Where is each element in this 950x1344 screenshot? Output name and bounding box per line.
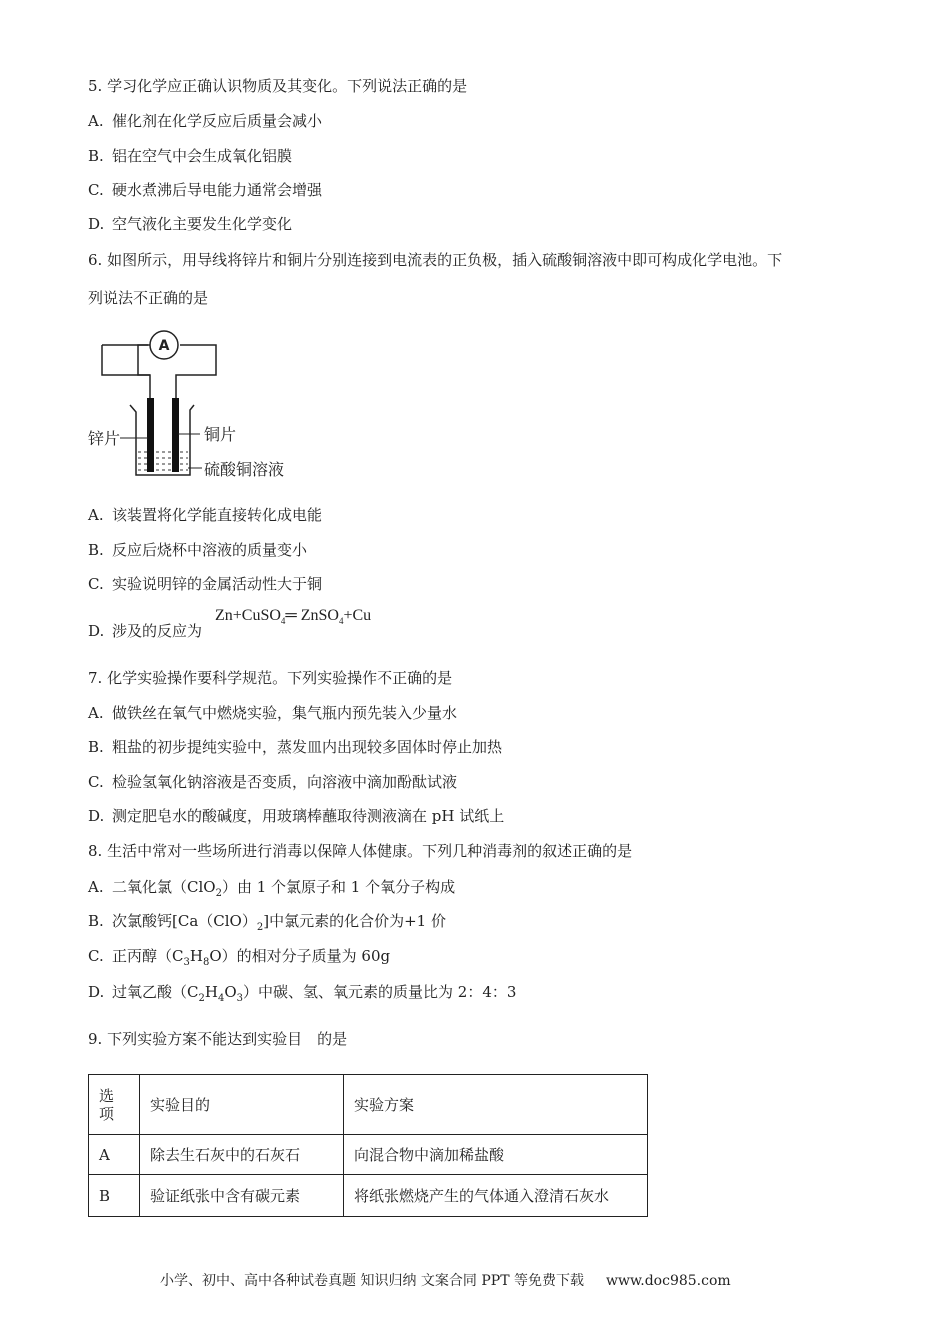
formula-part: ═ ZnSO — [285, 607, 339, 624]
subscript: 2 — [215, 888, 222, 899]
option-label: C. — [88, 181, 104, 199]
q7-option-a — [88, 703, 457, 723]
option-text: ]中氯元素的化合价为+1 价 — [263, 912, 446, 930]
formula-subscript: 4 — [338, 616, 344, 627]
option-label: A. — [88, 878, 104, 896]
option-text: O）的相对分子质量为 60g — [209, 947, 391, 965]
option-text: 粗盐的初步提纯实验中，蒸发皿内出现较多固体时停止加热 — [112, 738, 503, 756]
option-text: 硬水煮沸后导电能力通常会增强 — [112, 181, 323, 199]
battery-figure — [88, 330, 308, 490]
subscript: 2 — [198, 993, 205, 1004]
page-footer — [160, 1270, 731, 1290]
option-label: B. — [88, 912, 104, 930]
subscript: 8 — [202, 957, 210, 968]
option-label: A. — [88, 112, 104, 130]
option-text: O — [224, 983, 237, 1001]
subscript: 4 — [217, 993, 225, 1004]
copper-electrode — [172, 398, 179, 472]
option-text: 过氧乙酸（C — [112, 983, 199, 1001]
q6-stem-line2: 列说法不正确的是 — [88, 289, 209, 307]
option-text: H — [204, 983, 218, 1001]
q9-stem: 9. 下列实验方案不能达到实验目 的是 — [88, 1030, 348, 1048]
q6-option-a — [88, 505, 322, 525]
formula-subscript: 4 — [280, 616, 286, 627]
q5-option-a — [88, 111, 322, 131]
option-label: C. — [88, 947, 104, 965]
cell-plan: 将纸张燃烧产生的气体通入澄清石灰水 — [344, 1175, 648, 1217]
q5-stem: 5. 学习化学应正确认识物质及其变化。下列说法正确的是 — [88, 77, 468, 95]
option-label: D. — [88, 622, 105, 640]
option-label: C. — [88, 575, 104, 593]
option-text: H — [189, 947, 203, 965]
option-text: 涉及的反应为 — [112, 622, 203, 640]
option-text: 做铁丝在氧气中燃烧实验，集气瓶内预先装入少量水 — [112, 704, 458, 722]
q8-option-b — [88, 911, 446, 938]
q6-option-c — [88, 574, 322, 594]
cell-purpose: 除去生石灰中的石灰石 — [140, 1135, 344, 1175]
option-label: B. — [88, 738, 104, 756]
ammeter-label: A — [158, 338, 170, 354]
option-text: 铝在空气中会生成氧化铝膜 — [112, 147, 293, 165]
option-label: B. — [88, 541, 104, 559]
experiment-table — [88, 1074, 648, 1217]
header-purpose: 实验目的 — [140, 1075, 344, 1135]
option-label: D. — [88, 983, 105, 1001]
q7-stem: 7. 化学实验操作要科学规范。下列实验操作不正确的是 — [88, 669, 453, 687]
q8-option-a — [88, 877, 455, 904]
option-text: 正丙醇（C — [112, 947, 184, 965]
option-text: 空气液化主要发生化学变化 — [112, 215, 293, 233]
cell-option: A — [89, 1135, 140, 1175]
cell-plan: 向混合物中滴加稀盐酸 — [344, 1135, 648, 1175]
option-label: C. — [88, 773, 104, 791]
option-text: 检验氢氧化钠溶液是否变质，向溶液中滴加酚酞试液 — [112, 773, 458, 791]
q5-option-d — [88, 214, 292, 234]
q5-option-b — [88, 146, 292, 166]
formula-part: +Cu — [343, 607, 372, 624]
header-plan: 实验方案 — [344, 1075, 648, 1135]
footer-text: 小学、初中、高中各种试卷真题 知识归纳 文案合同 PPT 等免费下载 — [160, 1273, 584, 1289]
option-text: 该装置将化学能直接转化成电能 — [112, 506, 323, 524]
option-text: 次氯酸钙[Ca（ClO） — [112, 912, 257, 930]
zinc-electrode — [147, 398, 154, 472]
formula-part: Zn+CuSO — [215, 607, 281, 624]
option-label: A. — [88, 506, 104, 524]
cell-option: B — [89, 1175, 140, 1217]
option-text: 催化剂在化学反应后质量会减小 — [112, 112, 323, 130]
q7-option-b — [88, 737, 502, 757]
reaction-formula — [215, 607, 371, 626]
zinc-label: 锌片 — [88, 429, 121, 448]
option-text: ）由 1 个氯原子和 1 个氧分子构成 — [221, 878, 456, 896]
option-text: 测定肥皂水的酸碱度，用玻璃棒蘸取待测液滴在 pH 试纸上 — [112, 807, 505, 825]
table-header-row — [89, 1075, 648, 1135]
cell-purpose: 验证纸张中含有碳元素 — [140, 1175, 344, 1217]
q6-stem-line1: 6. 如图所示，用导线将锌片和铜片分别连接到电流表的正负极，插入硫酸铜溶液中即可构成化学电池。下 — [88, 251, 783, 269]
q6-option-b — [88, 540, 307, 560]
option-label: D. — [88, 807, 105, 825]
header-option-line: 选 — [99, 1086, 115, 1105]
copper-label: 铜片 — [204, 425, 237, 444]
subscript: 3 — [183, 957, 190, 968]
header-option — [89, 1075, 140, 1135]
q5-option-c — [88, 180, 322, 200]
header-option-line: 项 — [99, 1104, 115, 1123]
option-label: D. — [88, 215, 105, 233]
footer-url[interactable]: www.doc985.com — [605, 1273, 731, 1289]
subscript: 2 — [256, 922, 264, 933]
option-text: ）中碳、氢、氧元素的质量比为 2：4：3 — [243, 983, 517, 1001]
option-text: 反应后烧杯中溶液的质量变小 — [112, 541, 308, 559]
table-row — [89, 1135, 648, 1175]
q7-option-c — [88, 772, 457, 792]
subscript: 3 — [236, 993, 244, 1004]
option-label: B. — [88, 147, 104, 165]
q8-stem: 8. 生活中常对一些场所进行消毒以保障人体健康。下列几种消毒剂的叙述正确的是 — [88, 842, 633, 860]
q6-option-d — [88, 621, 202, 641]
option-text: 二氧化氯（ClO — [112, 878, 216, 896]
q8-option-c — [88, 946, 390, 973]
solution-label: 硫酸铜溶液 — [204, 460, 285, 479]
q8-option-d — [88, 982, 516, 1009]
option-label: A. — [88, 704, 104, 722]
q7-option-d — [88, 806, 504, 826]
option-text: 实验说明锌的金属活动性大于铜 — [112, 575, 323, 593]
table-row — [89, 1175, 648, 1217]
